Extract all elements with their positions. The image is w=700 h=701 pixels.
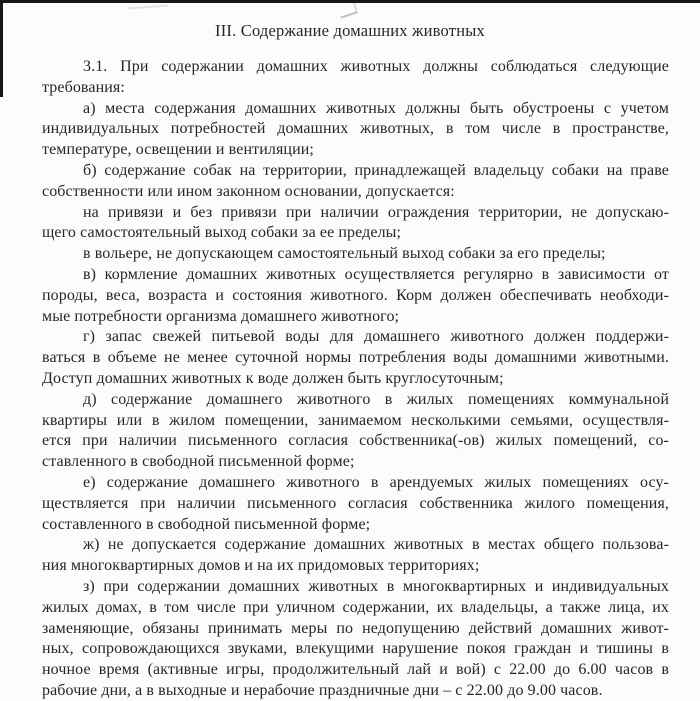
- text-line: ется при наличии письменного согласия собственника(-ов) жилых помещений, со-: [42, 432, 669, 450]
- text-line: ваться в объеме не менее суточной нормы потребления воды домашними животными.: [42, 349, 669, 367]
- text-line: заменяющие, обязаны принимать меры по недопущению действий домашних живот-: [42, 619, 669, 637]
- text-line: щего самостоятельный выход собаки за ее пределы;: [42, 224, 402, 242]
- document-body: [42, 57, 669, 701]
- scan-smudge: [128, 5, 168, 10]
- text-line: г) запас свежей питьевой воды для домашнего животного должен поддержи-: [83, 328, 669, 346]
- text-line: собственности или ином законном основании, допускается:: [42, 182, 455, 200]
- text-line: ных, сопровождающихся звуками, влекущими нарушение покоя граждан и тишины в: [42, 640, 669, 658]
- text-line: индивидуальных потребностей домашних животных, в том числе в пространстве,: [42, 120, 669, 138]
- text-line: а) места содержания домашних животных должны быть обустроены с учетом: [83, 99, 669, 117]
- text-line: з) при содержании домашних животных в многоквартирных и индивидуальных: [83, 577, 669, 595]
- text-line: ществляется при наличии письменного согласия собственника жилого помещения,: [42, 494, 669, 512]
- text-line: требования:: [42, 78, 125, 96]
- text-line: составленного в свободной письменной форме;: [42, 515, 371, 533]
- text-line: Доступ домашних животных к воде должен быть круглосуточным;: [42, 369, 504, 387]
- section-title: III. Содержание домашних животных: [215, 21, 485, 40]
- text-line: рабочие дни, а в выходные и нерабочие праздничные дни – с 22.00 до 9.00 часов.: [42, 681, 603, 699]
- text-line: в вольере, не допускающем самостоятельный выход собаки за его пределы;: [83, 245, 606, 263]
- text-line: температуре, освещении и вентиляции;: [42, 141, 314, 159]
- text-line: д) содержание домашнего животного в жилых помещениях коммунальной: [83, 390, 669, 408]
- text-line: ставленного в свободной письменной форме;: [42, 453, 355, 471]
- text-line: б) содержание собак на территории, принадлежащей владельцу собаки на праве: [83, 161, 669, 179]
- text-line: в) кормление домашних животных осуществляется регулярно в зависимости от: [83, 265, 669, 283]
- text-line: мые потребности организма домашнего животного;: [42, 307, 400, 325]
- text-line: ния многоквартирных домов и на их придомовых территориях;: [42, 557, 480, 575]
- text-line: ж) не допускается содержание домашних животных в местах общего пользова-: [83, 536, 669, 554]
- text-line: квартиры или в жилом помещении, занимаемом несколькими семьями, осуществля-: [42, 411, 669, 429]
- scan-border-top: [0, 0, 700, 3]
- text-line: на привязи и без привязи при наличии ограждения территории, не допускаю-: [83, 203, 669, 221]
- text-line: е) содержание домашнего животного в арендуемых жилых помещениях осу-: [83, 473, 669, 491]
- text-line: жилых домах, в том числе при уличном содержании, их владельцы, а также лица, их: [42, 598, 669, 616]
- text-line: породы, веса, возраста и состояния животного. Корм должен обеспечивать необходи-: [42, 286, 669, 304]
- text-line: ночное время (активные игры, продолжительный лай и вой) с 22.00 до 6.00 часов в: [42, 661, 669, 679]
- text-line: 3.1. При содержании домашних животных должны соблюдаться следующие: [83, 58, 669, 75]
- scan-smudge: [338, 2, 359, 18]
- scan-border-left: [0, 0, 3, 97]
